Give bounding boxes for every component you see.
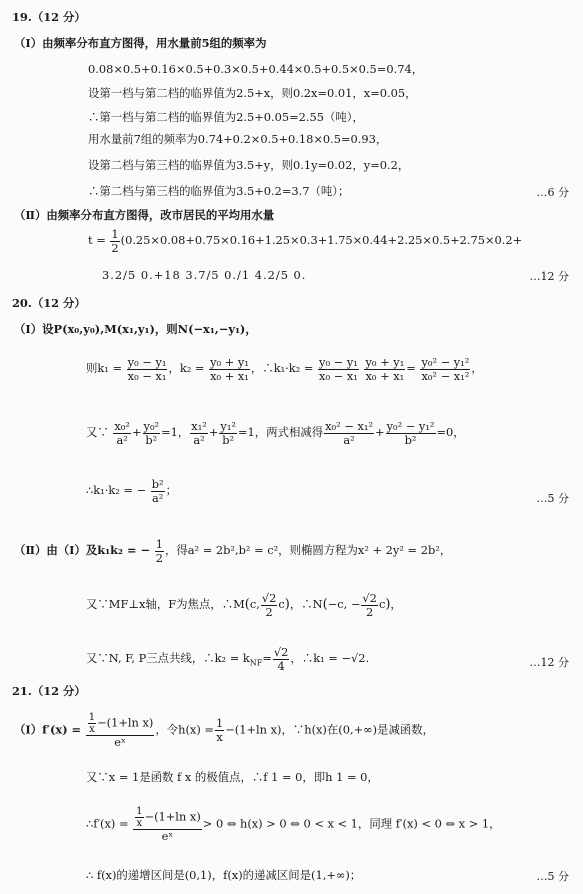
m-den: 2 [265,604,273,619]
h-rest: −(1+ln x)，∵h(x)在(0,+∞)是减函数， [225,722,435,737]
kk-eq: = [406,361,416,376]
kk-n1: y₀ − y₁ [319,355,358,369]
q19-line1: 0.08×0.5+0.16×0.5+0.3×0.5+0.44×0.5+0.5×0.5=0.74， [88,62,424,76]
q19-line5: 设第二档与第三档的临界值为3.5+y，则0.1y=0.02，y=0.2， [88,158,410,172]
m-label: 又∵MF⊥x轴，F为焦点，∴M [86,597,245,612]
collinear-end: ，∴k₁ = −√2. [290,651,370,666]
f-top-b: x [89,724,95,735]
result-num: b² [151,477,164,491]
q21-line2: 又∵x = 1是函数 f x 的极值点，∴f 1 = 0，即h 1 = 0， [86,770,379,784]
g-top-b: x [136,818,143,829]
n-a: −c, − [327,597,361,612]
e-mid: =1， [161,425,190,440]
q20-ellipse-line [86,420,465,446]
q21-line4: ∴ f(x)的递增区间是(0,1)，f(x)的递减区间是(1,+∞)； [86,868,362,882]
kk-d3: x₀² − x₁² [421,368,470,383]
mean-sum: (0.25×0.08+0.75×0.16+1.25×0.3+1.75×0.44+2.25×0.5+2.75×0.2+ [120,233,523,248]
p2-num: 1 [155,537,163,551]
g-den: eˣ [161,829,174,843]
e-d5: a² [343,432,355,447]
part2-label: （Ⅱ）由（Ⅰ）及k₁k₂ = − [14,543,151,558]
q20-part2-line [14,538,451,564]
q20-heading: 20.（12 分） [12,296,86,310]
e-plus3: + [375,425,385,440]
m-b: c [278,597,285,612]
kk-d1: x₀ − x₁ [319,368,358,383]
g-top-a: 1 [136,806,143,817]
p2-rest: ，得a² = 2b²,b² = c²，则椭圆方程为x² + 2y² = 2b²， [164,543,452,558]
n-den: 2 [366,604,374,619]
q19-line2: 设第一档与第二档的临界值为2.5+x，则0.2x=0.01，x=0.05， [88,86,417,100]
k2-val-num: √2 [273,645,289,659]
e-d4: b² [222,432,235,447]
half-den: 2 [111,240,119,255]
k2-num: y₀ + y₁ [210,355,249,369]
e-plus2: + [208,425,219,440]
result-label: ∴k₁·k₂ = − [86,483,147,498]
q19-score-12: …12 分 [529,270,569,283]
m-end: ， [390,597,402,612]
e-n2: y₀² [143,419,160,433]
kk-label: ，∴k₁·k₂ = [250,361,314,376]
g-top-c: −(1+ln x) [144,809,201,824]
e-n1: x₀² [114,419,130,433]
q19-score-6: …6 分 [536,186,569,199]
q19-part1-intro: （Ⅰ）由频率分布直方图得，用水量前5组的频率为 [14,36,267,50]
result-den: a² [152,490,164,505]
q19-line4: 用水量前7组的频率为0.74+0.2×0.5+0.18×0.5=0.93， [88,132,388,146]
kk-n2: y₀ + y₁ [365,355,405,369]
e-d2: b² [145,432,158,447]
e-d6: b² [404,432,417,447]
collinear-eq: = [262,651,272,666]
q20-m-line: 又∵MF⊥x轴，F为焦点，∴M(c, $\frac{√2}{2}$ c)，∴N(−c, − $\frac{√2}{2}$ c)， [86,591,402,619]
e-n4: y₁² [220,419,236,433]
k1-num: y₀ − y₁ [127,355,167,369]
q19-part2-intro: （Ⅱ）由频率分布直方图得，改市居民的平均用水量 [14,208,275,222]
result-end: ； [165,483,178,498]
n-b: c [378,597,386,612]
q21-sign-line [86,806,501,843]
nf-sub: NF [249,658,263,668]
f-den: eˣ [114,735,126,749]
h-den: x [216,729,223,744]
f-top-c: −(1+ln x) [97,715,154,730]
h-def-label: ，令h(x) = [155,722,214,737]
mean-lhs: t = [88,233,106,248]
e-n3: x₁² [191,419,207,433]
n-label: ，∴N [289,597,323,612]
collinear-label: 又∵N, F, P三点共线，∴k₂ = k [86,651,250,666]
q21-score-5: …5 分 [536,870,569,883]
k1-den: x₀ − x₁ [127,368,167,383]
p2-den: 2 [155,550,163,565]
q20-part1-intro: （Ⅰ）设P(x₀,y₀),M(x₁,y₁)，则N(−x₁,−y₁)， [14,322,257,336]
e-end: =0， [436,425,465,440]
n-num: √2 [362,591,377,605]
m-num: √2 [261,591,277,605]
kk-n3: y₀² − y₁² [421,355,470,369]
q21-derivative-line [14,712,434,749]
e-n6: y₀² − y₁² [386,419,435,433]
half-num: 1 [111,227,119,241]
q19-mean-formula [88,228,522,254]
q20-slopes-line [86,356,483,382]
q20-result-line [86,478,177,504]
k2-den: x₀ + x₁ [210,368,249,383]
k2-val-den: 4 [277,658,285,673]
q21-heading: 21.（12 分） [12,684,86,698]
m-a: c, [249,597,260,612]
because-label: 又∵ [86,425,109,440]
e-mid2: =1，两式相减得 [237,425,324,440]
q19-line3: ∴第一档与第二档的临界值为2.5+0.05=2.55（吨）， [88,110,364,124]
h-num: 1 [215,716,224,731]
q19-line6: ∴第二档与第三档的临界值为3.5+0.2=3.7（吨）； [88,184,350,198]
e-d1: a² [116,432,128,447]
q20-score-5: …5 分 [536,492,569,505]
q19-heading: 19.（12 分） [12,10,86,24]
q20-collinear-line [86,646,369,672]
q20-score-12: …12 分 [529,656,569,669]
e-n5: x₀² − x₁² [325,419,374,433]
f-top-a: 1 [88,712,96,723]
k1-label: 则k₁ = [86,361,123,376]
q19-line8-garbled: 3.2∕5 0.+18 3.7∕5 0.∕1 4.2∕5 0. [102,268,307,282]
g-rest: > 0 ⇔ h(x) > 0 ⇔ 0 < x < 1，同理 f′(x) < 0 ⇔ x > 1， [202,816,501,831]
e-plus1: + [131,425,142,440]
kk-d2: x₀ + x₁ [365,368,405,383]
kk-end: ， [471,361,483,376]
e-d3: a² [193,432,205,447]
g-label: ∴f′(x) = [86,816,129,831]
k2-label: ，k₂ = [168,361,205,376]
fprime-label: （Ⅰ）f′(x) = [14,722,82,737]
